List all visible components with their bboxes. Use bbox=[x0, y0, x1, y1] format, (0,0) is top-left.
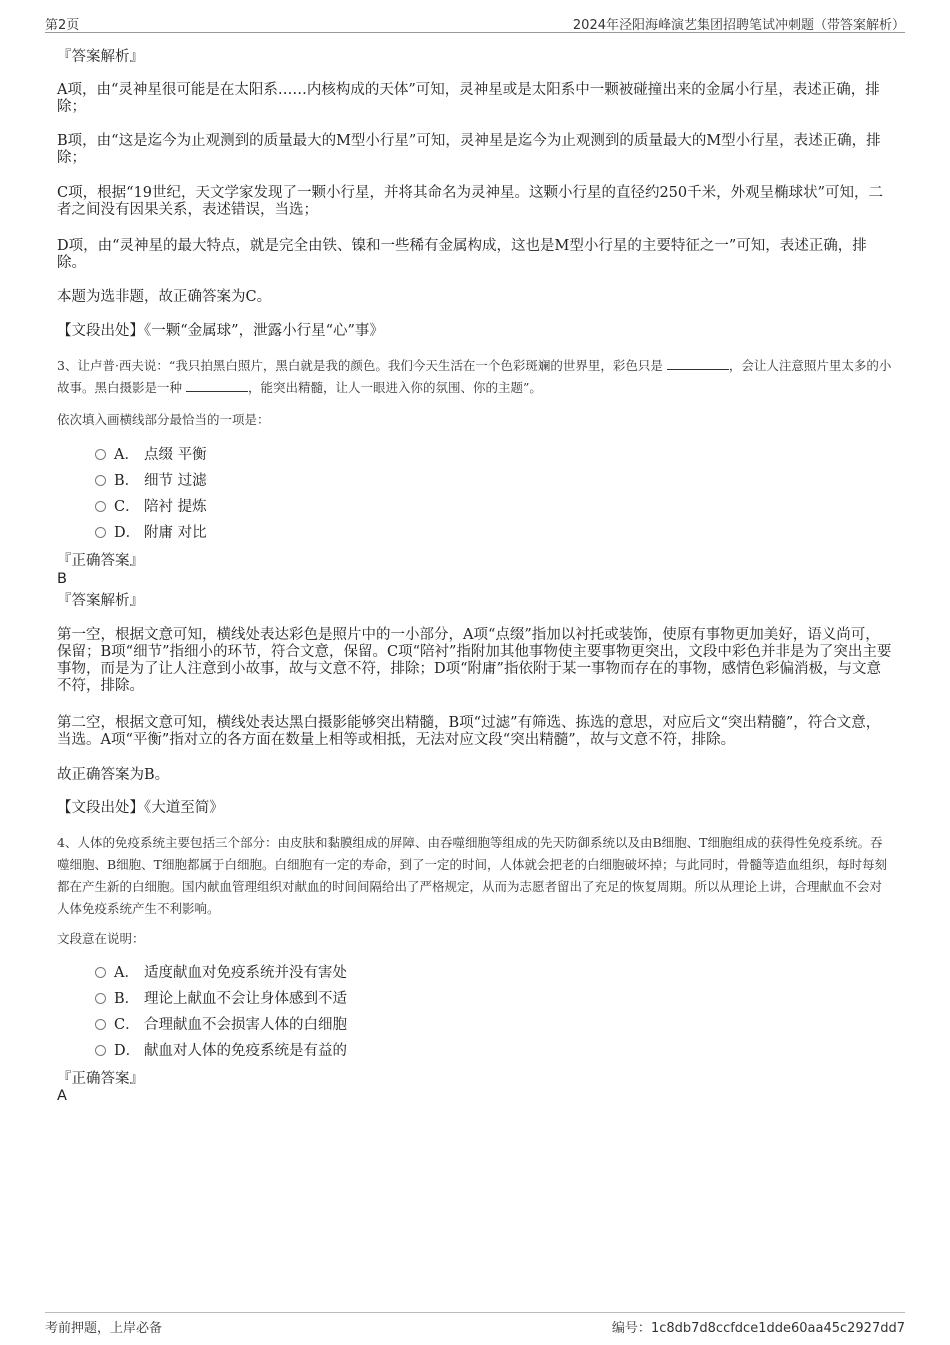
q4-option-d[interactable]: D． 献血对人体的免疫系统是有益的 bbox=[95, 1041, 347, 1061]
q4-correct-label: 『正确答案』 bbox=[57, 1071, 144, 1087]
radio-icon[interactable] bbox=[95, 993, 106, 1004]
document-title: 2024年泾阳海峰演艺集团招聘笔试冲刺题（带答案解析） bbox=[572, 18, 905, 33]
answer-blank-2 bbox=[186, 379, 248, 392]
q3-analysis-2: 第二空，根据文意可知，横线处表达黑白摄影能够突出精髓，B项“过滤”有筛选、拣选的意思，对应后文“突出精髓”，符合文意，当选。A项“平衡”指对立的各方面在数量上相等或相抵，无法对应文段“突出精髓”，故与文意不符，排除。 bbox=[57, 715, 881, 748]
q3-instruction: 依次填入画横线部分最恰当的一项是： bbox=[57, 412, 270, 427]
radio-icon[interactable] bbox=[95, 1045, 106, 1056]
answer-blank-1 bbox=[667, 357, 729, 370]
q4-option-b[interactable]: B． 理论上献血不会让身体感到不适 bbox=[95, 989, 347, 1009]
q3-option-b[interactable]: B． 细节 过滤 bbox=[95, 471, 207, 491]
q2-analysis-a: A项，由“灵神星很可能是在太阳系……内核构成的天体”可知，灵神星或是太阳系中一颗被碰撞出来的金属小行星，表述正确，排除； bbox=[57, 82, 880, 115]
q3-correct-answer: B bbox=[57, 571, 67, 587]
radio-icon[interactable] bbox=[95, 1019, 106, 1030]
radio-icon[interactable] bbox=[95, 501, 106, 512]
radio-icon[interactable] bbox=[95, 449, 106, 460]
page-header bbox=[45, 12, 905, 33]
radio-icon[interactable] bbox=[95, 475, 106, 486]
q4-instruction: 文段意在说明： bbox=[57, 931, 145, 946]
footer-slogan: 考前押题，上岸必备 bbox=[45, 1321, 163, 1336]
q2-analysis-b: B项，由“这是迄今为止观测到的质量最大的M型小行星”可知，灵神星是迄今为止观测到的质量最大的M型小行星，表述正确，排除； bbox=[57, 133, 881, 166]
q4-option-c[interactable]: C． 合理献血不会损害人体的白细胞 bbox=[95, 1015, 347, 1035]
q4-correct-answer: A bbox=[57, 1088, 67, 1104]
q2-analysis-c: C项，根据“19世纪，天文学家发现了一颗小行星，并将其命名为灵神星。这颗小行星的直径约250千米，外观呈椭球状”可知，二者之间没有因果关系，表述错误，当选； bbox=[57, 185, 884, 218]
q4-stem: 4、人体的免疫系统主要包括三个部分：由皮肤和黏膜组成的屏障、由吞噬细胞等组成的先天防御系统以及由B细胞、T细胞组成的获得性免疫系统。吞噬细胞、B细胞、T细胞都属于白细胞。白细胞有一定的寿命，到了一定的时间，人体就会把老的白细胞破坏掉；与此同时，骨髓等造血组织，每时每刻都在产生新的白细胞。国内献血管理组织对献血的时间间隔给出了严格规定，从而为志愿者留出了充足的恢复周期。所以从理论上讲，合理献血不会对人体免疫系统产生不利影响。 bbox=[57, 835, 888, 916]
q3-stem: 3、让卢普·西夫说：“我只拍黑白照片，黑白就是我的颜色。我们今天生活在一个色彩斑斓的世界里，彩色只是 ，会让人注意照片里太多的小故事。黑白摄影是一种 ，能突出精髓，让人一眼进入你的氛围、你的主题”。 bbox=[57, 358, 892, 395]
q2-conclusion: 本题为选非题，故正确答案为C。 bbox=[57, 289, 272, 305]
q3-option-a[interactable]: A． 点缀 平衡 bbox=[95, 445, 207, 465]
q3-option-c[interactable]: C． 陪衬 提炼 bbox=[95, 497, 207, 517]
q3-analysis-1: 第一空，根据文意可知，横线处表达彩色是照片中的一小部分，A项“点缀”指加以衬托或装饰，使原有事物更加美好，语义尚可，保留；B项“细节”指细小的环节，符合文意，保留。C项“陪衬”指附加其他事物使主要事物更突出，文段中彩色并非是为了突出主要事物，而是为了让人注意到小故事，故与文意不符，排除；D项“附庸”指依附于某一事物而存在的事物，感情色彩偏消极，与文意不符，排除。 bbox=[57, 627, 892, 694]
q3-source: 【文段出处】《大道至简》 bbox=[57, 800, 224, 816]
radio-icon[interactable] bbox=[95, 967, 106, 978]
q3-option-d[interactable]: D． 附庸 对比 bbox=[95, 523, 207, 543]
radio-icon[interactable] bbox=[95, 527, 106, 538]
page-footer bbox=[45, 1312, 905, 1337]
q2-analysis-label: 『答案解析』 bbox=[57, 49, 144, 65]
q2-source: 【文段出处】《一颗“金属球”，泄露小行星“心”事》 bbox=[57, 323, 384, 339]
q3-correct-label: 『正确答案』 bbox=[57, 553, 144, 569]
page-number: 第2页 bbox=[45, 18, 80, 33]
document-code: 编号：1c8db7d8ccfdce1dde60aa45c2927dd7 bbox=[611, 1321, 905, 1336]
q3-conclusion: 故正确答案为B。 bbox=[57, 767, 170, 783]
q2-analysis-d: D项，由“灵神星的最大特点，就是完全由铁、镍和一些稀有金属构成，这也是M型小行星的主要特征之一”可知，表述正确，排除。 bbox=[57, 238, 867, 271]
q4-option-a[interactable]: A． 适度献血对免疫系统并没有害处 bbox=[95, 963, 347, 983]
q3-analysis-label: 『答案解析』 bbox=[57, 593, 144, 609]
